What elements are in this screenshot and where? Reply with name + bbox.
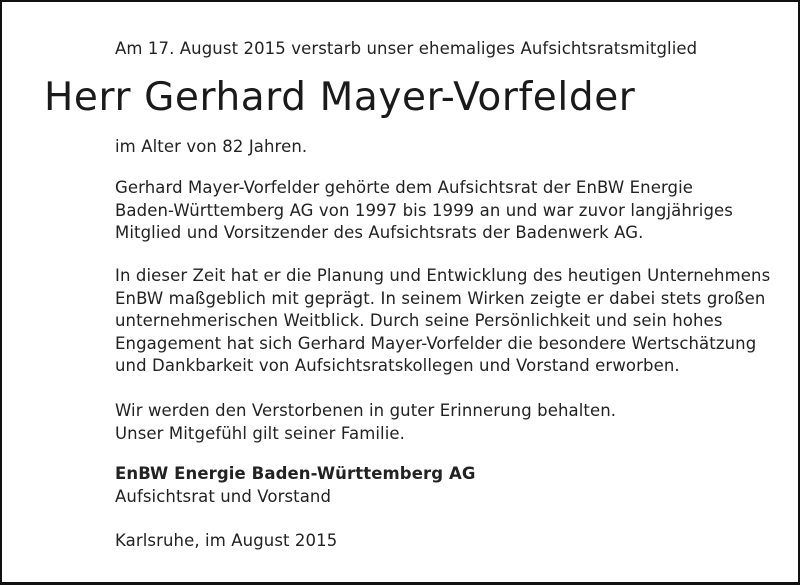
paragraph-condolence xyxy=(115,400,616,445)
deceased-name: Herr Gerhard Mayer-Vorfelder xyxy=(44,75,636,120)
paragraph-line: Unser Mitgefühl gilt seiner Familie. xyxy=(115,423,406,443)
paragraph-line: EnBW maßgeblich mit geprägt. In seinem Wirken zeigte er dabei stets großen xyxy=(115,288,766,308)
intro-line: Am 17. August 2015 verstarb unser ehemaliges Aufsichtsratsmitglied xyxy=(115,39,698,58)
paragraph-line: Wir werden den Verstorbenen in guter Erinnerung behalten. xyxy=(115,401,617,420)
age-line: im Alter von 82 Jahren. xyxy=(115,137,308,156)
paragraph-line: Mitglied und Vorsitzender des Aufsichtsrats der Badenwerk AG. xyxy=(115,223,644,242)
paragraph-line: und Dankbarkeit von Aufsichtsratskollegen und Vorstand erworben. xyxy=(115,356,680,375)
paragraph-line: Gerhard Mayer-Vorfelder gehörte dem Aufsichtsrat der EnBW Energie xyxy=(115,178,694,197)
place-and-date: Karlsruhe, im August 2015 xyxy=(115,531,338,550)
paragraph-line: unternehmerischen Weitblick. Durch seine Persönlichkeit und sein hohes xyxy=(115,311,723,330)
paragraph-achievements xyxy=(115,265,770,378)
signatory-board: Aufsichtsrat und Vorstand xyxy=(115,487,332,506)
organization-name: EnBW Energie Baden-Württemberg AG xyxy=(115,464,476,483)
paragraph-line: Baden-Württemberg AG von 1997 bis 1999 an und war zuvor langjähriges xyxy=(115,200,733,220)
paragraph-line: Engagement hat sich Gerhard Mayer-Vorfelder die besondere Wertschätzung xyxy=(115,333,757,353)
paragraph-board-membership xyxy=(115,177,733,245)
paragraph-line: In dieser Zeit hat er die Planung und Entwicklung des heutigen Unternehmens xyxy=(115,266,771,285)
